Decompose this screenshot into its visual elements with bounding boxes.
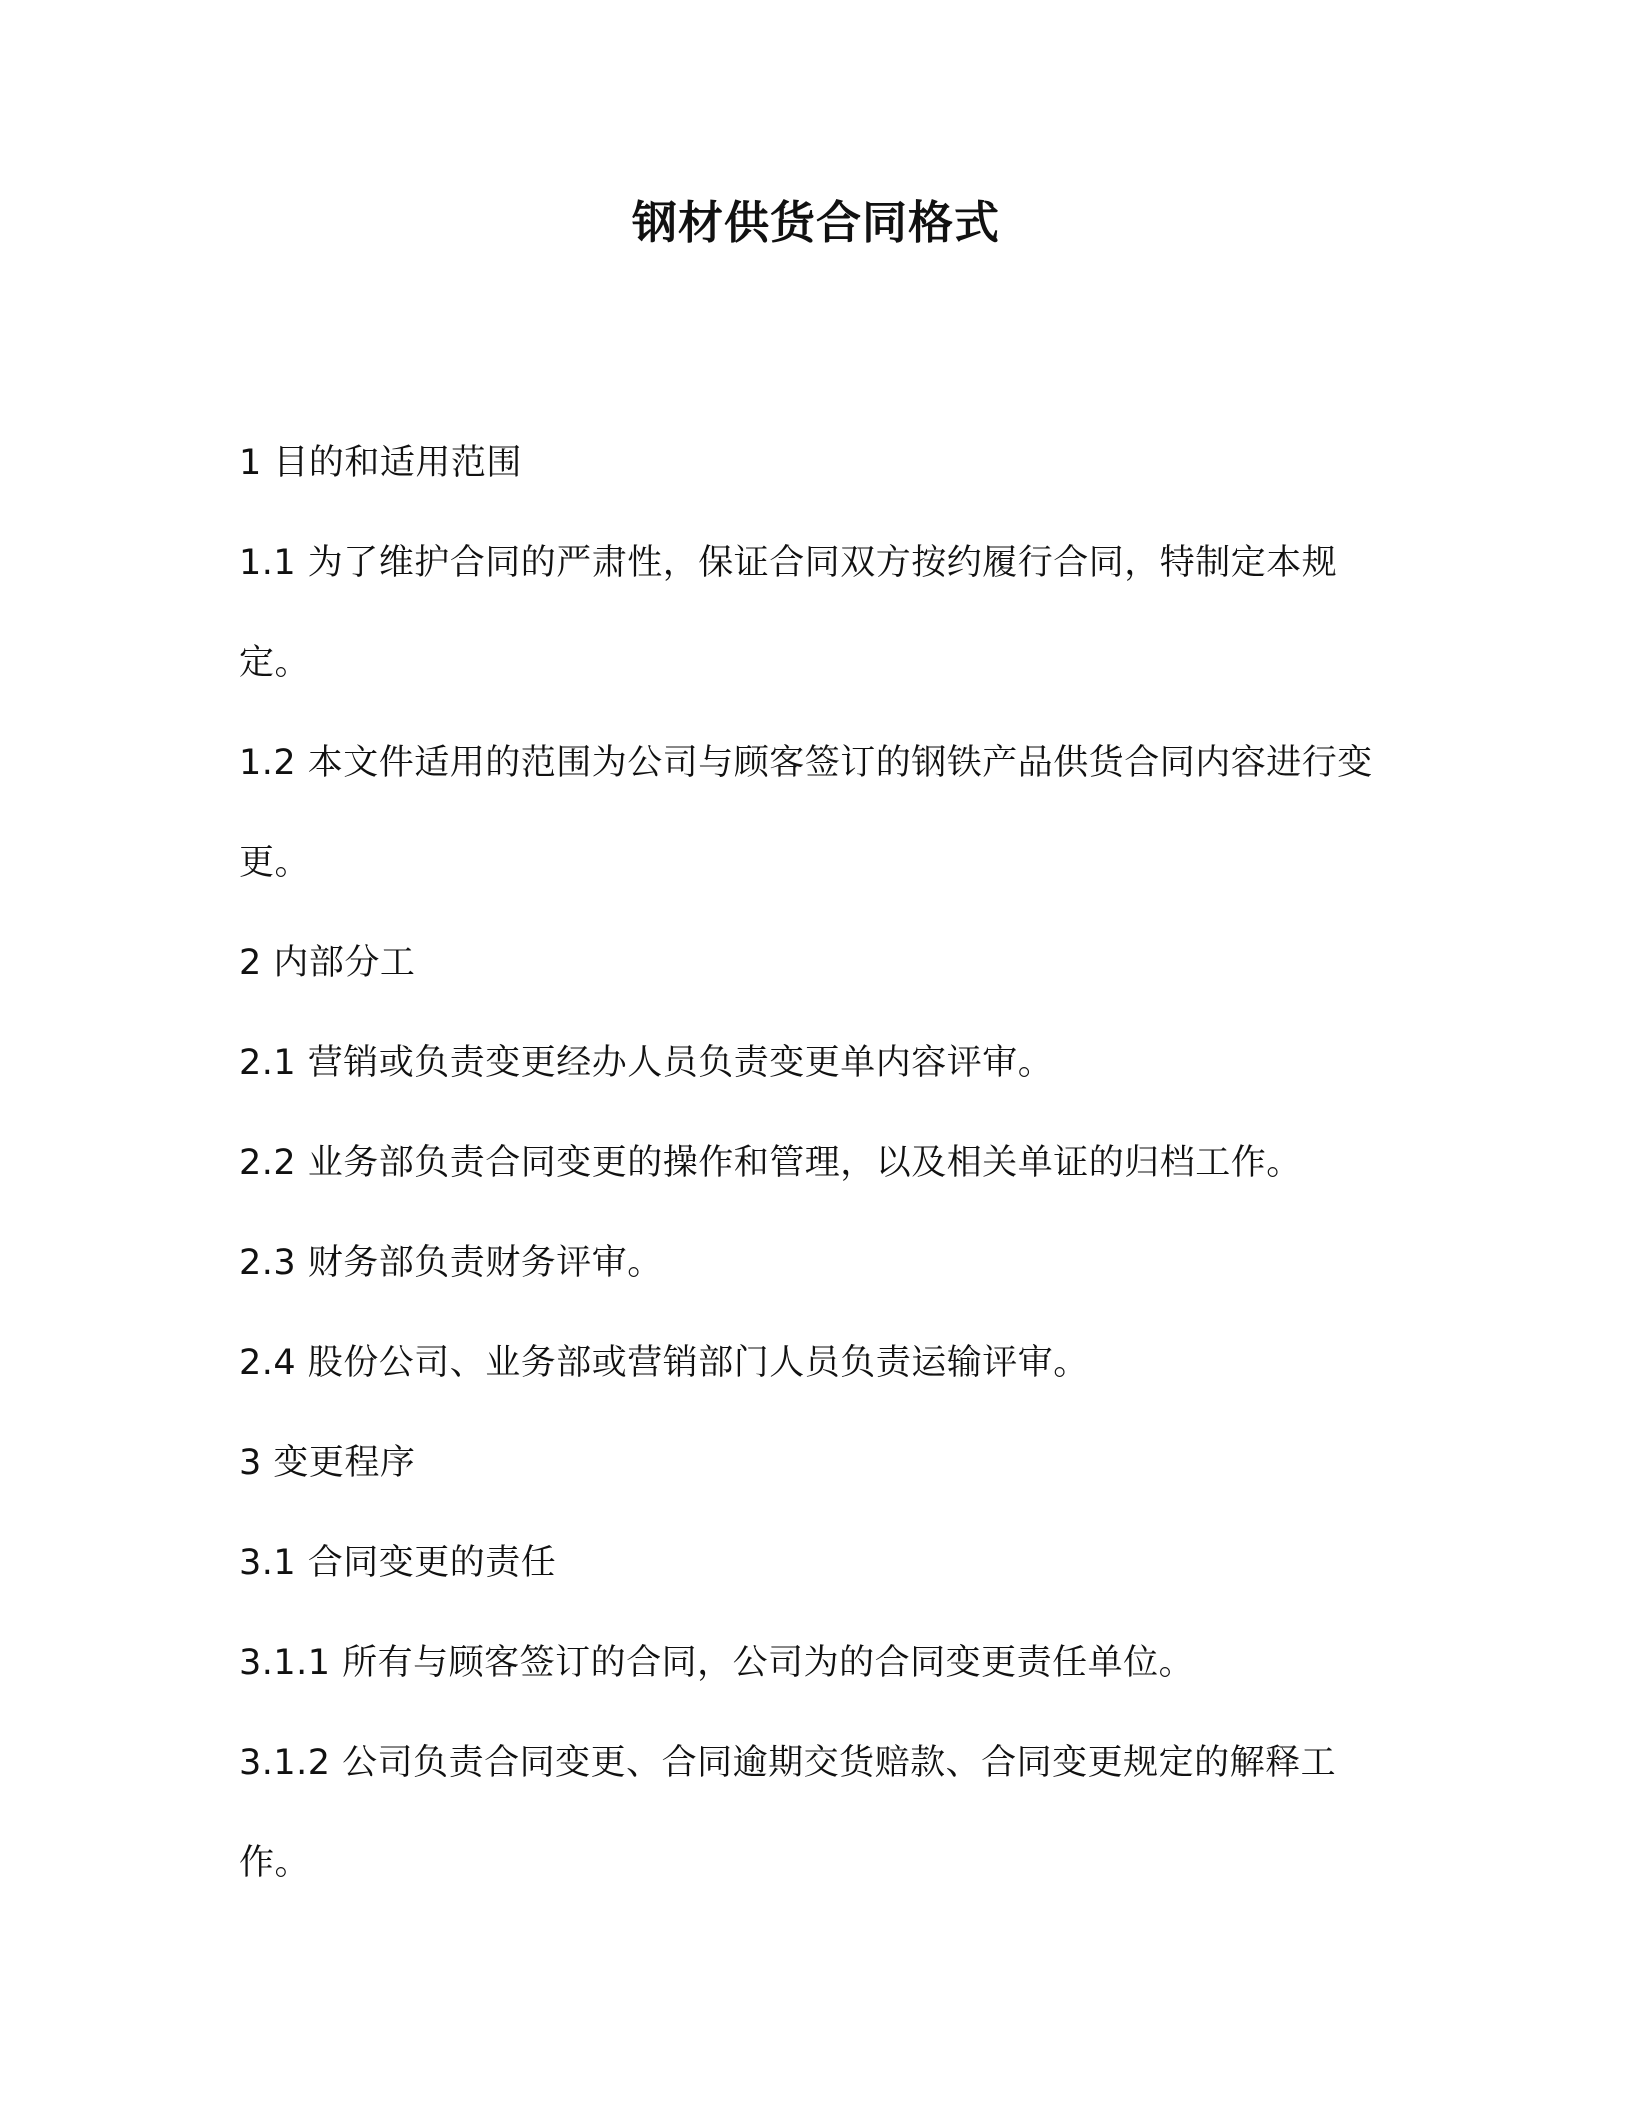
section-heading-1: 1 目的和适用范围 bbox=[239, 443, 522, 483]
clause-3-1-1: 3.1.1 所有与顾客签订的合同，公司为的合同变更责任单位。 bbox=[239, 1643, 1195, 1683]
clause-2-1: 2.1 营销或负责变更经办人员负责变更单内容评审。 bbox=[239, 1043, 1054, 1083]
clause-1-1: 1.1 为了维护合同的严肃性，保证合同双方按约履行合同，特制定本规定。 bbox=[239, 543, 1338, 683]
clause-1-2: 1.2 本文件适用的范围为公司与顾客签订的钢铁产品供货合同内容进行变更。 bbox=[239, 743, 1373, 883]
clause-2-4: 2.4 股份公司、业务部或营销部门人员负责运输评审。 bbox=[239, 1343, 1089, 1383]
section-heading-3: 3 变更程序 bbox=[239, 1443, 416, 1483]
document-body bbox=[239, 413, 1389, 1913]
clause-3-1: 3.1 合同变更的责任 bbox=[239, 1543, 557, 1583]
document-title: 钢材供货合同格式 bbox=[631, 196, 1000, 249]
clause-2-3: 2.3 财务部负责财务评审。 bbox=[239, 1243, 663, 1283]
clause-3-1-2: 3.1.2 公司负责合同变更、合同逾期交货赔款、合同变更规定的解释工作。 bbox=[239, 1743, 1337, 1883]
section-heading-2: 2 内部分工 bbox=[239, 943, 416, 983]
clause-2-2: 2.2 业务部负责合同变更的操作和管理，以及相关单证的归档工作。 bbox=[239, 1143, 1302, 1183]
